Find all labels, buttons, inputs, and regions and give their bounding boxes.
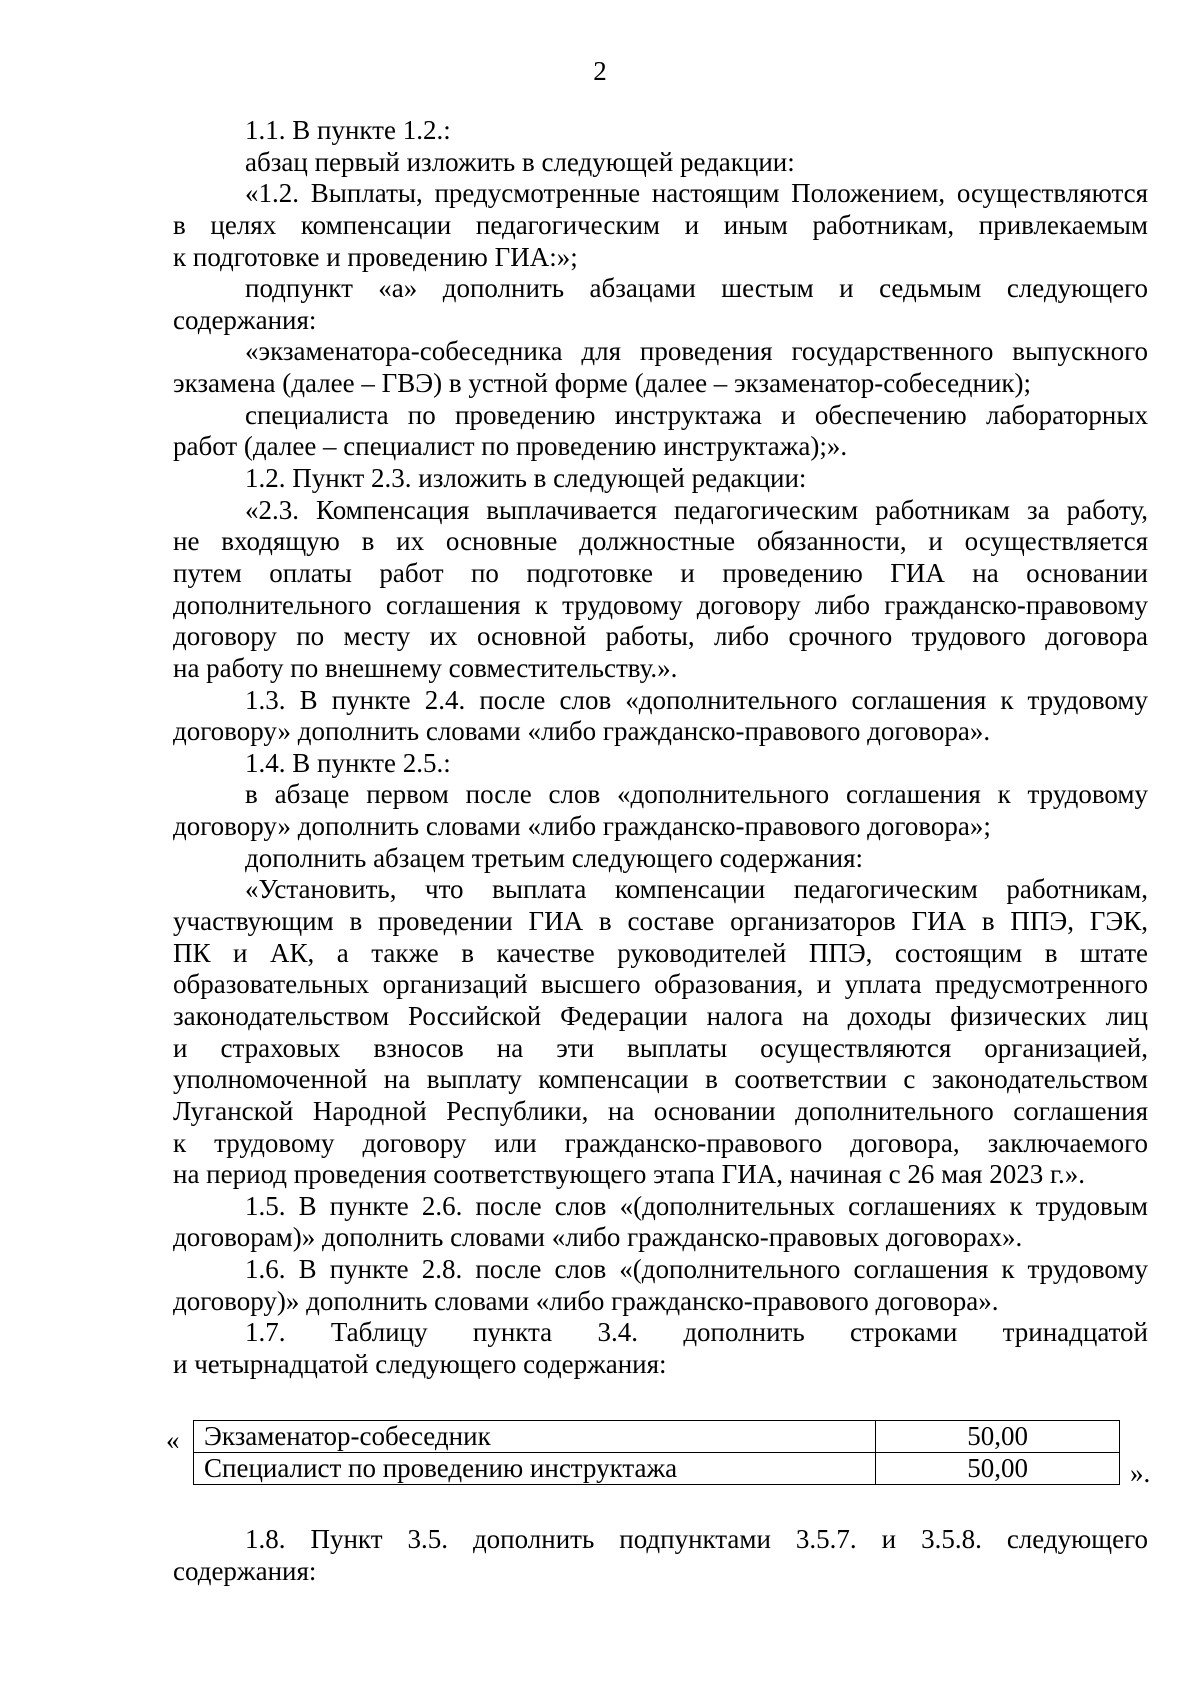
- text-line: договорам)» дополнить словами «либо гражданско-правовых договорах».: [173, 1222, 1023, 1253]
- text-line: к подготовке и проведению ГИА:»;: [173, 241, 578, 272]
- text-line: работ (далее – специалист по проведению инструктажа);».: [173, 431, 848, 462]
- text-line: уполномоченной на выплату компенсации в соответствии с законодательством: [173, 1064, 1148, 1095]
- text-line: Луганской Народной Республики, на основании дополнительного соглашения: [173, 1095, 1148, 1126]
- table-cell-value: 50,00: [876, 1453, 1120, 1485]
- table-row: [194, 1453, 1120, 1485]
- text-line: и страховых взносов на эти выплаты осуществляются организацией,: [173, 1032, 1148, 1063]
- table-cell-position: Специалист по проведению инструктажа: [194, 1453, 876, 1485]
- text-line: в целях компенсации педагогическим и иным работникам, привлекаемым: [173, 209, 1148, 240]
- text-line: 1.2. Пункт 2.3. изложить в следующей редакции:: [245, 463, 807, 494]
- text-line: содержания:: [173, 1555, 317, 1586]
- text-line: 1.3. В пункте 2.4. после слов «дополнительного соглашения к трудовому: [245, 684, 1148, 715]
- text-line: к трудовому договору или гражданско-правового договора, заключаемого: [173, 1127, 1148, 1158]
- table-cell-position: Экзаменатор-собеседник: [194, 1421, 876, 1453]
- table-cell-value: 50,00: [876, 1421, 1120, 1453]
- table-row: [194, 1421, 1120, 1453]
- document-body-continued: [173, 1524, 1148, 1587]
- text-line: дополнить абзацем третьим следующего содержания:: [245, 842, 864, 873]
- text-line: 1.4. В пункте 2.5.:: [245, 747, 451, 778]
- text-line: не входящую в их основные должностные обязанности, и осуществляется: [173, 526, 1148, 557]
- text-line: специалиста по проведению инструктажа и обеспечению лабораторных: [245, 399, 1148, 430]
- text-line: «Установить, что выплата компенсации педагогическим работникам,: [245, 874, 1148, 905]
- text-line: договору по месту их основной работы, либо срочного трудового договора: [173, 621, 1148, 652]
- text-line: 1.6. В пункте 2.8. после слов «(дополнительного соглашения к трудовому: [245, 1254, 1148, 1285]
- text-line: и четырнадцатой следующего содержания:: [173, 1348, 667, 1379]
- text-line: ПК и АК, а также в качестве руководителей ППЭ, состоящим в штате: [173, 937, 1148, 968]
- text-line: дополнительного соглашения к трудовому договору либо гражданско-правовому: [173, 589, 1148, 620]
- table-open-quote: «: [166, 1425, 180, 1455]
- text-line: договору» дополнить словами «либо гражданско-правового договора».: [173, 716, 991, 747]
- text-line: 1.5. В пункте 2.6. после слов «(дополнительных соглашениях к трудовым: [245, 1190, 1148, 1221]
- text-line: в абзаце первом после слов «дополнительного соглашения к трудовому: [245, 779, 1148, 810]
- text-line: «1.2. Выплаты, предусмотренные настоящим Положением, осуществляются: [245, 178, 1148, 209]
- text-line: «экзаменатора-собеседника для проведения государственного выпускного: [245, 336, 1148, 367]
- document-body: [173, 115, 1148, 1381]
- text-line: договору)» дополнить словами «либо гражданско-правового договора».: [173, 1285, 999, 1316]
- text-line: экзамена (далее – ГВЭ) в устной форме (далее – экзаменатор-собеседник);: [173, 368, 1032, 399]
- text-line: 1.1. В пункте 1.2.:: [245, 115, 451, 145]
- text-line: на период проведения соответствующего этапа ГИА, начиная с 26 мая 2023 г.».: [173, 1159, 1086, 1190]
- text-line: участвующим в проведении ГИА в составе организаторов ГИА в ППЭ, ГЭК,: [173, 906, 1148, 937]
- text-line: путем оплаты работ по подготовке и проведению ГИА на основании: [173, 557, 1148, 588]
- text-line: подпункт «а» дополнить абзацами шестым и седьмым следующего: [245, 273, 1148, 304]
- text-line: законодательством Российской Федерации налога на доходы физических лиц: [173, 1000, 1148, 1031]
- text-line: 1.8. Пункт 3.5. дополнить подпунктами 3.5.7. и 3.5.8. следующего: [245, 1524, 1148, 1554]
- text-line: 1.7. Таблицу пункта 3.4. дополнить строками тринадцатой: [245, 1317, 1148, 1348]
- amendment-table: [193, 1420, 1120, 1485]
- text-line: содержания:: [173, 304, 317, 335]
- page-number: 2: [593, 56, 607, 86]
- text-line: образовательных организаций высшего образования, и уплата предусмотренного: [173, 969, 1148, 1000]
- text-line: абзац первый изложить в следующей редакции:: [245, 146, 795, 177]
- table-close-quote: ».: [1130, 1458, 1151, 1488]
- text-line: договору» дополнить словами «либо гражданско-правового договора»;: [173, 811, 991, 842]
- text-line: «2.3. Компенсация выплачивается педагогическим работникам за работу,: [245, 494, 1148, 525]
- text-line: на работу по внешнему совместительству.».: [173, 652, 678, 683]
